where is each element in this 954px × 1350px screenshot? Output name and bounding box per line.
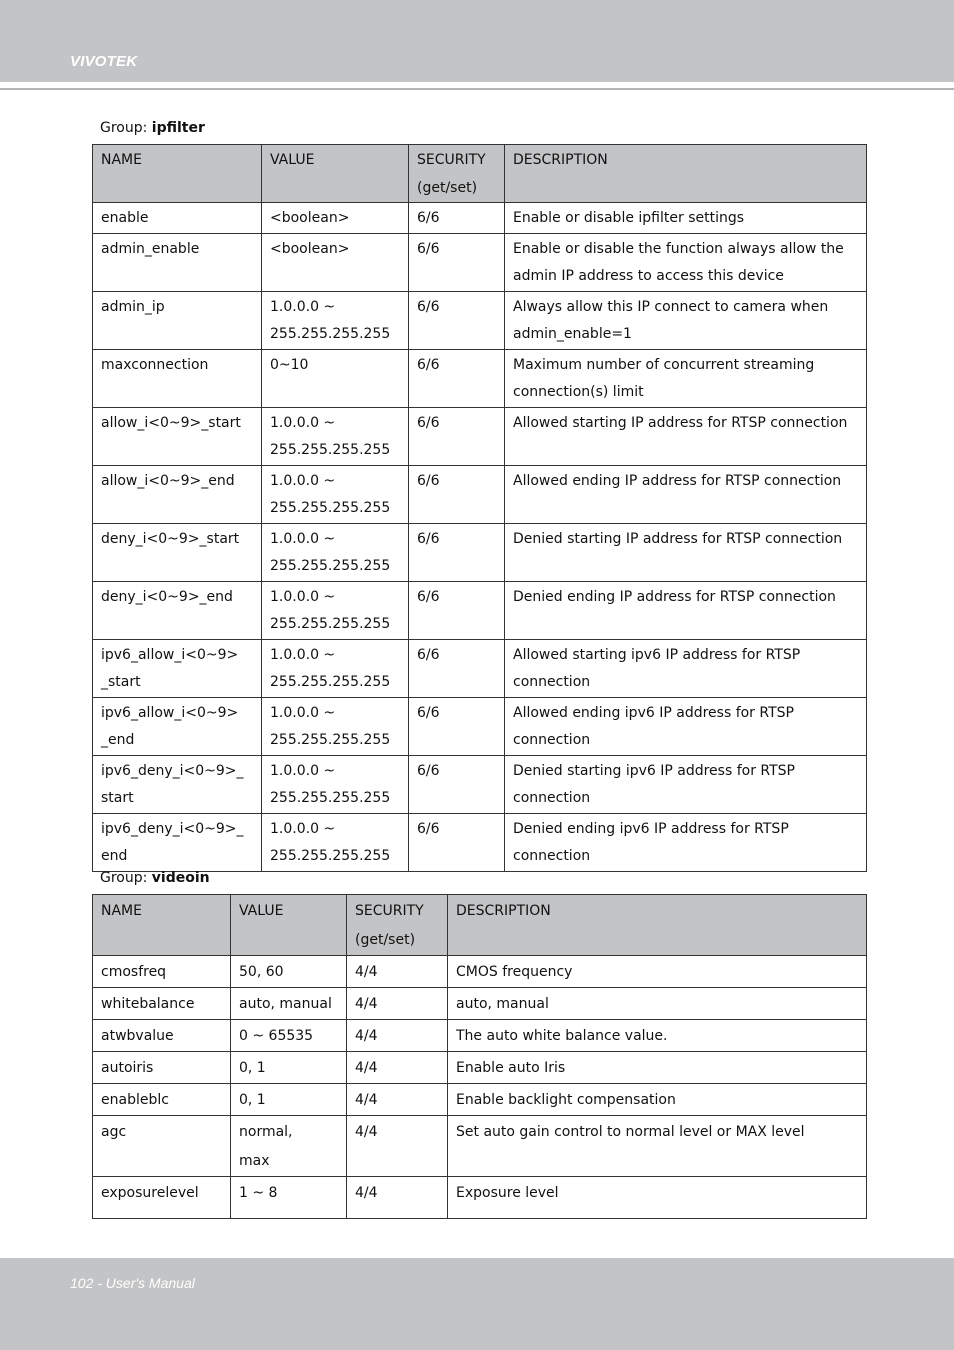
col-header-name: NAME xyxy=(93,895,231,956)
cell-description-line: connection xyxy=(513,674,591,690)
cell-name-line: allow_i<0~9>_end xyxy=(101,472,235,489)
cell-description-line: connection(s) limit xyxy=(513,384,644,400)
cell-name-line: deny_i<0~9>_end xyxy=(101,588,233,605)
cell-description-line: connection xyxy=(513,790,591,806)
cell-name xyxy=(93,988,231,1020)
col-header-security-line1: SECURITY xyxy=(417,152,486,168)
table-row xyxy=(93,1116,867,1177)
cell-value-line: 0, 1 xyxy=(239,1060,266,1076)
cell-description-line: Set auto gain control to normal level or MAX level xyxy=(456,1124,805,1140)
page-header xyxy=(0,0,954,82)
col-header-name: NAME xyxy=(93,145,262,203)
col-header-security xyxy=(347,895,448,956)
col-header-value: VALUE xyxy=(231,895,347,956)
videoin-table xyxy=(92,894,867,1219)
cell-description xyxy=(505,203,867,234)
cell-name-line: admin_ip xyxy=(101,298,165,315)
table-row xyxy=(93,1177,867,1219)
cell-description-line: Enable auto Iris xyxy=(456,1060,566,1076)
cell-name-line: _end xyxy=(101,732,135,748)
cell-description-line: Always allow this IP connect to camera when xyxy=(513,298,829,315)
cell-value-line: <boolean> xyxy=(270,210,350,226)
ipfilter-rows xyxy=(93,203,867,872)
header-divider xyxy=(0,88,954,90)
cell-name xyxy=(93,291,262,349)
cell-name-line: start xyxy=(101,790,134,806)
table-row xyxy=(93,291,867,349)
table-header-row xyxy=(93,895,867,956)
cell-description xyxy=(505,407,867,465)
cell-name-line: enableblc xyxy=(101,1092,169,1108)
cell-value xyxy=(231,1177,347,1219)
cell-name-line: exposurelevel xyxy=(101,1185,199,1201)
cell-value xyxy=(262,465,409,523)
cell-name-line: ipv6_deny_i<0~9>_ xyxy=(101,820,244,837)
cell-value-line: <boolean> xyxy=(270,240,350,257)
cell-value xyxy=(262,697,409,755)
cell-name xyxy=(93,697,262,755)
cell-value xyxy=(262,203,409,234)
cell-value-line: 255.255.255.255 xyxy=(270,326,391,342)
cell-name-line: admin_enable xyxy=(101,240,200,257)
cell-security: 6/6 xyxy=(409,697,505,755)
cell-description-line: Denied starting ipv6 IP address for RTSP xyxy=(513,762,795,779)
cell-security: 4/4 xyxy=(347,1020,448,1052)
table-row xyxy=(93,956,867,988)
cell-value xyxy=(262,407,409,465)
cell-value xyxy=(262,291,409,349)
cell-value-line: 1.0.0.0 ~ xyxy=(270,298,336,315)
cell-name xyxy=(93,1177,231,1219)
cell-value-line: 1.0.0.0 ~ xyxy=(270,414,336,431)
brand-logo-text: VIVOTEK xyxy=(70,53,138,70)
table-row xyxy=(93,1020,867,1052)
videoin-rows xyxy=(93,956,867,1219)
cell-value xyxy=(231,988,347,1020)
page-number-note: 102 - User's Manual xyxy=(70,1275,195,1291)
cell-name-line: atwbvalue xyxy=(101,1028,174,1044)
cell-description-line: Denied ending IP address for RTSP connection xyxy=(513,588,836,605)
group-label-ipfilter xyxy=(100,120,205,136)
cell-description xyxy=(505,523,867,581)
table-row xyxy=(93,697,867,755)
cell-name-line: ipv6_allow_i<0~9> xyxy=(101,704,239,721)
cell-value xyxy=(231,1020,347,1052)
cell-description-line: Denied ending ipv6 IP address for RTSP xyxy=(513,820,789,837)
table-row xyxy=(93,1084,867,1116)
page-footer xyxy=(0,1258,954,1350)
cell-value-line: 255.255.255.255 xyxy=(270,616,391,632)
cell-security: 6/6 xyxy=(409,407,505,465)
cell-description xyxy=(505,291,867,349)
cell-value xyxy=(231,1116,347,1177)
cell-name xyxy=(93,203,262,234)
col-header-security xyxy=(409,145,505,203)
cell-name-line: cmosfreq xyxy=(101,964,167,980)
cell-description-line: Enable backlight compensation xyxy=(456,1092,676,1108)
cell-description xyxy=(505,465,867,523)
cell-description-line: connection xyxy=(513,848,591,864)
cell-value-line: 1.0.0.0 ~ xyxy=(270,820,336,837)
table-header-row xyxy=(93,145,867,203)
cell-value-line: 255.255.255.255 xyxy=(270,558,391,574)
col-header-description: DESCRIPTION xyxy=(448,895,867,956)
cell-description-line: CMOS frequency xyxy=(456,964,573,980)
cell-name xyxy=(93,233,262,291)
cell-value-line: normal, xyxy=(239,1124,293,1140)
cell-name xyxy=(93,639,262,697)
cell-description xyxy=(505,697,867,755)
cell-name xyxy=(93,1052,231,1084)
col-header-security-line2: (get/set) xyxy=(417,179,478,196)
cell-value xyxy=(262,639,409,697)
cell-name xyxy=(93,956,231,988)
cell-value-line: 0~10 xyxy=(270,356,309,373)
cell-value xyxy=(262,581,409,639)
table-row xyxy=(93,755,867,813)
cell-security: 6/6 xyxy=(409,581,505,639)
cell-name xyxy=(93,1020,231,1052)
table-row xyxy=(93,523,867,581)
cell-name xyxy=(93,465,262,523)
table-row xyxy=(93,465,867,523)
table-row xyxy=(93,813,867,871)
table-row xyxy=(93,407,867,465)
cell-value-line: max xyxy=(239,1153,270,1169)
cell-description xyxy=(505,233,867,291)
table-row xyxy=(93,349,867,407)
cell-security: 4/4 xyxy=(347,1084,448,1116)
col-header-value: VALUE xyxy=(262,145,409,203)
cell-description xyxy=(505,755,867,813)
group-name: videoin xyxy=(151,870,210,886)
col-header-security-line1: SECURITY xyxy=(355,903,424,919)
cell-description-line: Allowed starting ipv6 IP address for RTSP xyxy=(513,646,801,663)
group-label-videoin xyxy=(100,870,210,886)
cell-description-line: connection xyxy=(513,732,591,748)
cell-name-line: whitebalance xyxy=(101,996,195,1012)
table-row xyxy=(93,233,867,291)
cell-name xyxy=(93,813,262,871)
cell-value-line: 1 ~ 8 xyxy=(239,1185,278,1201)
cell-description-line: Enable or disable ipfilter settings xyxy=(513,210,745,226)
cell-security: 6/6 xyxy=(409,203,505,234)
group-name: ipfilter xyxy=(151,120,205,136)
table-row xyxy=(93,203,867,234)
cell-description-line: The auto white balance value. xyxy=(456,1028,668,1044)
cell-value-line: 255.255.255.255 xyxy=(270,848,391,864)
cell-security: 4/4 xyxy=(347,1116,448,1177)
cell-value-line: 1.0.0.0 ~ xyxy=(270,704,336,721)
cell-name xyxy=(93,755,262,813)
cell-name-line: ipv6_deny_i<0~9>_ xyxy=(101,762,244,779)
cell-security: 6/6 xyxy=(409,465,505,523)
cell-value-line: 50, 60 xyxy=(239,964,284,980)
group-prefix: Group: xyxy=(100,870,152,886)
cell-value-line: 0, 1 xyxy=(239,1092,266,1108)
cell-name xyxy=(93,523,262,581)
cell-value xyxy=(231,1052,347,1084)
cell-name-line: maxconnection xyxy=(101,356,209,373)
cell-value-line: 1.0.0.0 ~ xyxy=(270,530,336,547)
cell-description xyxy=(448,988,867,1020)
cell-name xyxy=(93,1084,231,1116)
cell-value-line: 1.0.0.0 ~ xyxy=(270,472,336,489)
ipfilter-table xyxy=(92,144,867,872)
cell-description-line: Maximum number of concurrent streaming xyxy=(513,356,815,373)
cell-value xyxy=(231,956,347,988)
cell-name-line: allow_i<0~9>_start xyxy=(101,414,241,431)
cell-name-line: end xyxy=(101,848,128,864)
table-row xyxy=(93,581,867,639)
cell-description xyxy=(505,813,867,871)
cell-name-line: deny_i<0~9>_start xyxy=(101,530,240,547)
cell-security: 4/4 xyxy=(347,988,448,1020)
cell-value-line: auto, manual xyxy=(239,996,332,1012)
cell-value-line: 1.0.0.0 ~ xyxy=(270,646,336,663)
cell-name-line: _start xyxy=(101,674,141,690)
cell-security: 4/4 xyxy=(347,1052,448,1084)
cell-security: 6/6 xyxy=(409,233,505,291)
cell-value xyxy=(262,523,409,581)
cell-name xyxy=(93,407,262,465)
cell-value xyxy=(262,755,409,813)
cell-name xyxy=(93,581,262,639)
cell-description-line: Exposure level xyxy=(456,1185,559,1201)
cell-value-line: 255.255.255.255 xyxy=(270,732,391,748)
cell-description xyxy=(505,581,867,639)
table-row xyxy=(93,639,867,697)
cell-value-line: 1.0.0.0 ~ xyxy=(270,762,336,779)
table-row xyxy=(93,988,867,1020)
cell-name-line: ipv6_allow_i<0~9> xyxy=(101,646,239,663)
cell-description-line: Denied starting IP address for RTSP connection xyxy=(513,530,843,547)
cell-description xyxy=(448,1020,867,1052)
cell-security: 4/4 xyxy=(347,1177,448,1219)
cell-description-line: admin IP address to access this device xyxy=(513,268,784,284)
cell-value-line: 255.255.255.255 xyxy=(270,500,391,516)
cell-security: 4/4 xyxy=(347,956,448,988)
cell-value xyxy=(262,233,409,291)
cell-value-line: 0 ~ 65535 xyxy=(239,1028,314,1044)
table-row xyxy=(93,1052,867,1084)
cell-value-line: 255.255.255.255 xyxy=(270,790,391,806)
cell-description xyxy=(505,639,867,697)
cell-name-line: agc xyxy=(101,1124,127,1140)
cell-description-line: auto, manual xyxy=(456,996,549,1012)
cell-security: 6/6 xyxy=(409,639,505,697)
cell-description-line: Enable or disable the function always allow the xyxy=(513,240,844,257)
cell-value-line: 255.255.255.255 xyxy=(270,674,391,690)
cell-value xyxy=(262,349,409,407)
col-header-description: DESCRIPTION xyxy=(505,145,867,203)
cell-value-line: 1.0.0.0 ~ xyxy=(270,588,336,605)
cell-name-line: autoiris xyxy=(101,1060,154,1076)
cell-description xyxy=(448,1052,867,1084)
cell-description xyxy=(448,1116,867,1177)
col-header-security-line2: (get/set) xyxy=(355,932,416,948)
cell-description-line: Allowed starting IP address for RTSP connection xyxy=(513,414,848,431)
cell-security: 6/6 xyxy=(409,523,505,581)
cell-description xyxy=(448,1177,867,1219)
cell-name-line: enable xyxy=(101,210,149,226)
cell-description-line: Allowed ending IP address for RTSP connection xyxy=(513,472,842,489)
cell-value-line: 255.255.255.255 xyxy=(270,442,391,458)
cell-description-line: Allowed ending ipv6 IP address for RTSP xyxy=(513,704,794,721)
group-prefix: Group: xyxy=(100,120,152,136)
cell-description xyxy=(448,956,867,988)
cell-security: 6/6 xyxy=(409,813,505,871)
cell-name xyxy=(93,349,262,407)
cell-name xyxy=(93,1116,231,1177)
cell-description xyxy=(448,1084,867,1116)
cell-value xyxy=(231,1084,347,1116)
cell-security: 6/6 xyxy=(409,291,505,349)
cell-security: 6/6 xyxy=(409,755,505,813)
cell-security: 6/6 xyxy=(409,349,505,407)
cell-description xyxy=(505,349,867,407)
cell-description-line: admin_enable=1 xyxy=(513,326,632,342)
cell-value xyxy=(262,813,409,871)
